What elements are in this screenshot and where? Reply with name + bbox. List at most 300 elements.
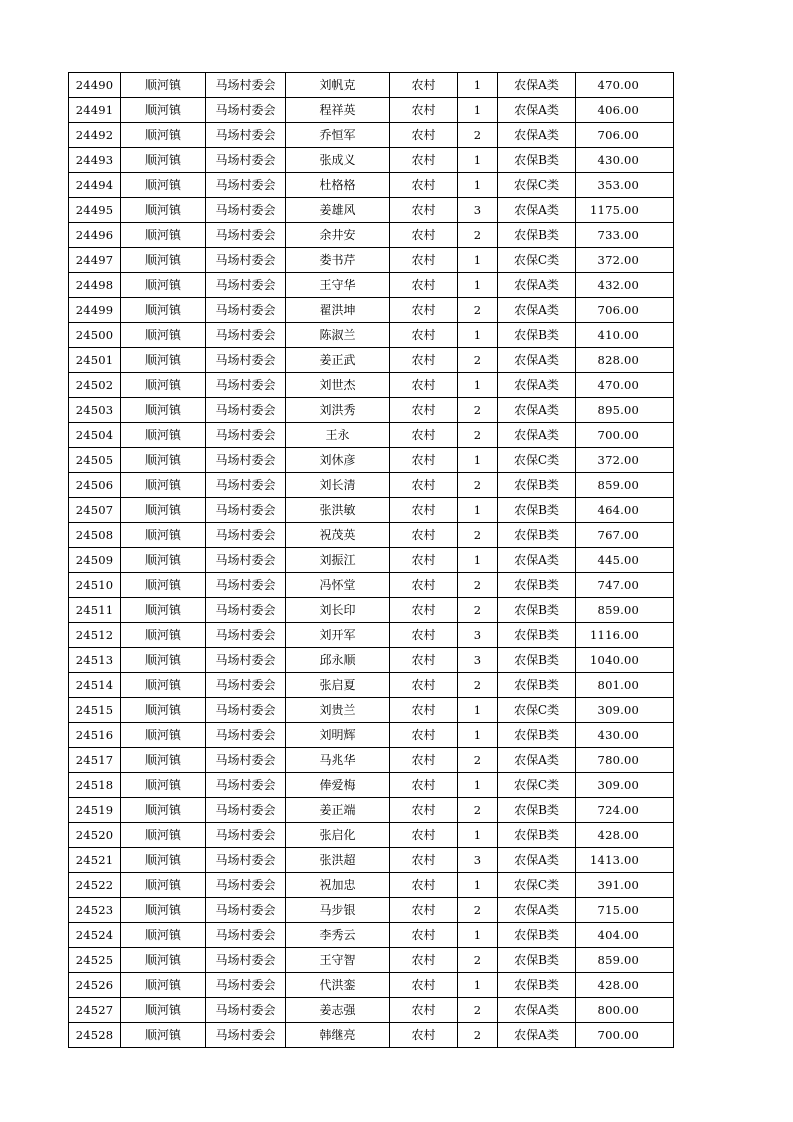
people-count-cell: 1: [458, 823, 498, 848]
amount-cell: 801.00: [576, 673, 674, 698]
serial-cell: 24506: [69, 473, 121, 498]
insurance-class-cell: 农保A类: [498, 998, 576, 1023]
serial-cell: 24528: [69, 1023, 121, 1048]
table-row: [69, 823, 674, 848]
area-type-cell: 农村: [390, 748, 458, 773]
people-count-cell: 2: [458, 348, 498, 373]
people-count-cell: 2: [458, 673, 498, 698]
name-cell: 王守智: [286, 948, 390, 973]
people-count-cell: 3: [458, 198, 498, 223]
town-cell: 顺河镇: [121, 123, 206, 148]
people-count-cell: 1: [458, 248, 498, 273]
table-row: [69, 473, 674, 498]
amount-cell: 309.00: [576, 698, 674, 723]
table-row: [69, 373, 674, 398]
people-count-cell: 2: [458, 523, 498, 548]
insurance-class-cell: 农保B类: [498, 573, 576, 598]
people-count-cell: 3: [458, 623, 498, 648]
area-type-cell: 农村: [390, 123, 458, 148]
table-row: [69, 173, 674, 198]
table-row: [69, 923, 674, 948]
village-cell: 马场村委会: [206, 123, 286, 148]
people-count-cell: 1: [458, 773, 498, 798]
table-row: [69, 648, 674, 673]
insurance-class-cell: 农保C类: [498, 773, 576, 798]
serial-cell: 24503: [69, 398, 121, 423]
area-type-cell: 农村: [390, 998, 458, 1023]
name-cell: 张启夏: [286, 673, 390, 698]
amount-cell: 780.00: [576, 748, 674, 773]
insurance-class-cell: 农保A类: [498, 273, 576, 298]
town-cell: 顺河镇: [121, 373, 206, 398]
village-cell: 马场村委会: [206, 323, 286, 348]
name-cell: 姜志强: [286, 998, 390, 1023]
insurance-class-cell: 农保B类: [498, 498, 576, 523]
insurance-class-cell: 农保B类: [498, 973, 576, 998]
area-type-cell: 农村: [390, 523, 458, 548]
town-cell: 顺河镇: [121, 248, 206, 273]
amount-cell: 372.00: [576, 448, 674, 473]
people-count-cell: 2: [458, 1023, 498, 1048]
amount-cell: 432.00: [576, 273, 674, 298]
serial-cell: 24518: [69, 773, 121, 798]
serial-cell: 24517: [69, 748, 121, 773]
area-type-cell: 农村: [390, 298, 458, 323]
village-cell: 马场村委会: [206, 473, 286, 498]
town-cell: 顺河镇: [121, 948, 206, 973]
village-cell: 马场村委会: [206, 148, 286, 173]
name-cell: 王永: [286, 423, 390, 448]
amount-cell: 428.00: [576, 973, 674, 998]
serial-cell: 24513: [69, 648, 121, 673]
table-row: [69, 848, 674, 873]
people-count-cell: 1: [458, 323, 498, 348]
people-count-cell: 2: [458, 798, 498, 823]
table-row: [69, 198, 674, 223]
name-cell: 张启化: [286, 823, 390, 848]
people-count-cell: 2: [458, 398, 498, 423]
table-row: [69, 548, 674, 573]
insurance-class-cell: 农保A类: [498, 123, 576, 148]
serial-cell: 24526: [69, 973, 121, 998]
amount-cell: 470.00: [576, 373, 674, 398]
name-cell: 俸爱梅: [286, 773, 390, 798]
serial-cell: 24497: [69, 248, 121, 273]
people-count-cell: 3: [458, 648, 498, 673]
town-cell: 顺河镇: [121, 73, 206, 98]
area-type-cell: 农村: [390, 248, 458, 273]
insurance-class-cell: 农保A类: [498, 348, 576, 373]
serial-cell: 24490: [69, 73, 121, 98]
serial-cell: 24499: [69, 298, 121, 323]
serial-cell: 24512: [69, 623, 121, 648]
area-type-cell: 农村: [390, 198, 458, 223]
insurance-class-cell: 农保B类: [498, 148, 576, 173]
serial-cell: 24525: [69, 948, 121, 973]
people-count-cell: 2: [458, 423, 498, 448]
area-type-cell: 农村: [390, 823, 458, 848]
table-row: [69, 323, 674, 348]
insurance-class-cell: 农保A类: [498, 423, 576, 448]
amount-cell: 309.00: [576, 773, 674, 798]
table-row: [69, 148, 674, 173]
insurance-class-cell: 农保B类: [498, 623, 576, 648]
table-row: [69, 748, 674, 773]
amount-cell: 859.00: [576, 948, 674, 973]
area-type-cell: 农村: [390, 898, 458, 923]
area-type-cell: 农村: [390, 173, 458, 198]
area-type-cell: 农村: [390, 348, 458, 373]
amount-cell: 1175.00: [576, 198, 674, 223]
town-cell: 顺河镇: [121, 698, 206, 723]
serial-cell: 24527: [69, 998, 121, 1023]
area-type-cell: 农村: [390, 398, 458, 423]
name-cell: 刘振江: [286, 548, 390, 573]
name-cell: 马步银: [286, 898, 390, 923]
table-row: [69, 698, 674, 723]
insurance-class-cell: 农保B类: [498, 723, 576, 748]
town-cell: 顺河镇: [121, 323, 206, 348]
serial-cell: 24514: [69, 673, 121, 698]
insurance-class-cell: 农保B类: [498, 323, 576, 348]
name-cell: 姜正武: [286, 348, 390, 373]
people-count-cell: 1: [458, 923, 498, 948]
name-cell: 刘洪秀: [286, 398, 390, 423]
serial-cell: 24501: [69, 348, 121, 373]
area-type-cell: 农村: [390, 423, 458, 448]
table-row: [69, 973, 674, 998]
insurance-class-cell: 农保B类: [498, 798, 576, 823]
town-cell: 顺河镇: [121, 198, 206, 223]
people-count-cell: 1: [458, 173, 498, 198]
town-cell: 顺河镇: [121, 548, 206, 573]
people-count-cell: 2: [458, 948, 498, 973]
people-count-cell: 2: [458, 898, 498, 923]
village-cell: 马场村委会: [206, 573, 286, 598]
insurance-class-cell: 农保B类: [498, 598, 576, 623]
people-count-cell: 2: [458, 473, 498, 498]
village-cell: 马场村委会: [206, 423, 286, 448]
people-count-cell: 1: [458, 548, 498, 573]
name-cell: 王守华: [286, 273, 390, 298]
table-row: [69, 873, 674, 898]
village-cell: 马场村委会: [206, 223, 286, 248]
area-type-cell: 农村: [390, 623, 458, 648]
name-cell: 娄书芹: [286, 248, 390, 273]
people-count-cell: 1: [458, 873, 498, 898]
name-cell: 余井安: [286, 223, 390, 248]
insurance-class-cell: 农保A类: [498, 73, 576, 98]
village-cell: 马场村委会: [206, 823, 286, 848]
town-cell: 顺河镇: [121, 423, 206, 448]
people-count-cell: 1: [458, 373, 498, 398]
town-cell: 顺河镇: [121, 348, 206, 373]
table-row: [69, 1023, 674, 1048]
town-cell: 顺河镇: [121, 773, 206, 798]
town-cell: 顺河镇: [121, 873, 206, 898]
town-cell: 顺河镇: [121, 723, 206, 748]
name-cell: 马兆华: [286, 748, 390, 773]
serial-cell: 24495: [69, 198, 121, 223]
town-cell: 顺河镇: [121, 1023, 206, 1048]
table-row: [69, 898, 674, 923]
area-type-cell: 农村: [390, 323, 458, 348]
village-cell: 马场村委会: [206, 748, 286, 773]
insurance-class-cell: 农保B类: [498, 223, 576, 248]
people-count-cell: 1: [458, 273, 498, 298]
area-type-cell: 农村: [390, 873, 458, 898]
table-row: [69, 73, 674, 98]
people-count-cell: 2: [458, 123, 498, 148]
table-row: [69, 573, 674, 598]
town-cell: 顺河镇: [121, 823, 206, 848]
village-cell: 马场村委会: [206, 773, 286, 798]
area-type-cell: 农村: [390, 473, 458, 498]
amount-cell: 706.00: [576, 298, 674, 323]
town-cell: 顺河镇: [121, 673, 206, 698]
village-cell: 马场村委会: [206, 998, 286, 1023]
people-count-cell: 2: [458, 748, 498, 773]
insurance-class-cell: 农保A类: [498, 848, 576, 873]
serial-cell: 24498: [69, 273, 121, 298]
village-cell: 马场村委会: [206, 273, 286, 298]
town-cell: 顺河镇: [121, 923, 206, 948]
name-cell: 姜雄风: [286, 198, 390, 223]
village-cell: 马场村委会: [206, 373, 286, 398]
amount-cell: 767.00: [576, 523, 674, 548]
insurance-class-cell: 农保B类: [498, 473, 576, 498]
table-row: [69, 423, 674, 448]
table-row: [69, 998, 674, 1023]
insurance-class-cell: 农保B类: [498, 648, 576, 673]
table-row: [69, 98, 674, 123]
serial-cell: 24516: [69, 723, 121, 748]
amount-cell: 733.00: [576, 223, 674, 248]
people-count-cell: 1: [458, 73, 498, 98]
area-type-cell: 农村: [390, 923, 458, 948]
name-cell: 祝茂英: [286, 523, 390, 548]
amount-cell: 410.00: [576, 323, 674, 348]
area-type-cell: 农村: [390, 798, 458, 823]
area-type-cell: 农村: [390, 73, 458, 98]
insurance-class-cell: 农保B类: [498, 523, 576, 548]
table-row: [69, 623, 674, 648]
amount-cell: 724.00: [576, 798, 674, 823]
village-cell: 马场村委会: [206, 298, 286, 323]
village-cell: 马场村委会: [206, 873, 286, 898]
serial-cell: 24520: [69, 823, 121, 848]
table-row: [69, 498, 674, 523]
village-cell: 马场村委会: [206, 798, 286, 823]
table-row: [69, 223, 674, 248]
amount-cell: 800.00: [576, 998, 674, 1023]
name-cell: 刘明辉: [286, 723, 390, 748]
insurance-class-cell: 农保C类: [498, 448, 576, 473]
name-cell: 刘开军: [286, 623, 390, 648]
serial-cell: 24511: [69, 598, 121, 623]
amount-cell: 445.00: [576, 548, 674, 573]
serial-cell: 24523: [69, 898, 121, 923]
serial-cell: 24509: [69, 548, 121, 573]
village-cell: 马场村委会: [206, 648, 286, 673]
serial-cell: 24496: [69, 223, 121, 248]
table-row: [69, 723, 674, 748]
people-count-cell: 1: [458, 698, 498, 723]
town-cell: 顺河镇: [121, 998, 206, 1023]
people-count-cell: 1: [458, 98, 498, 123]
village-cell: 马场村委会: [206, 673, 286, 698]
area-type-cell: 农村: [390, 973, 458, 998]
table-row: [69, 948, 674, 973]
insurance-class-cell: 农保B类: [498, 923, 576, 948]
village-cell: 马场村委会: [206, 948, 286, 973]
table-row: [69, 598, 674, 623]
area-type-cell: 农村: [390, 573, 458, 598]
village-cell: 马场村委会: [206, 73, 286, 98]
amount-cell: 895.00: [576, 398, 674, 423]
insurance-class-cell: 农保A类: [498, 548, 576, 573]
table-row: [69, 523, 674, 548]
name-cell: 张成义: [286, 148, 390, 173]
amount-cell: 470.00: [576, 73, 674, 98]
area-type-cell: 农村: [390, 773, 458, 798]
serial-cell: 24502: [69, 373, 121, 398]
area-type-cell: 农村: [390, 1023, 458, 1048]
village-cell: 马场村委会: [206, 198, 286, 223]
area-type-cell: 农村: [390, 98, 458, 123]
name-cell: 刘贵兰: [286, 698, 390, 723]
people-count-cell: 2: [458, 998, 498, 1023]
amount-cell: 430.00: [576, 723, 674, 748]
village-cell: 马场村委会: [206, 398, 286, 423]
name-cell: 刘长印: [286, 598, 390, 623]
village-cell: 马场村委会: [206, 173, 286, 198]
insurance-class-cell: 农保A类: [498, 198, 576, 223]
town-cell: 顺河镇: [121, 573, 206, 598]
town-cell: 顺河镇: [121, 748, 206, 773]
area-type-cell: 农村: [390, 548, 458, 573]
insurance-class-cell: 农保C类: [498, 173, 576, 198]
area-type-cell: 农村: [390, 373, 458, 398]
insurance-class-cell: 农保B类: [498, 823, 576, 848]
town-cell: 顺河镇: [121, 173, 206, 198]
name-cell: 李秀云: [286, 923, 390, 948]
beneficiary-table: [68, 72, 674, 1048]
area-type-cell: 农村: [390, 648, 458, 673]
village-cell: 马场村委会: [206, 598, 286, 623]
people-count-cell: 2: [458, 223, 498, 248]
town-cell: 顺河镇: [121, 598, 206, 623]
area-type-cell: 农村: [390, 723, 458, 748]
serial-cell: 24515: [69, 698, 121, 723]
town-cell: 顺河镇: [121, 798, 206, 823]
serial-cell: 24505: [69, 448, 121, 473]
village-cell: 马场村委会: [206, 723, 286, 748]
serial-cell: 24519: [69, 798, 121, 823]
town-cell: 顺河镇: [121, 448, 206, 473]
amount-cell: 406.00: [576, 98, 674, 123]
town-cell: 顺河镇: [121, 398, 206, 423]
amount-cell: 430.00: [576, 148, 674, 173]
name-cell: 杜格格: [286, 173, 390, 198]
serial-cell: 24522: [69, 873, 121, 898]
amount-cell: 700.00: [576, 1023, 674, 1048]
name-cell: 代洪銮: [286, 973, 390, 998]
name-cell: 刘世杰: [286, 373, 390, 398]
table-row: [69, 248, 674, 273]
town-cell: 顺河镇: [121, 848, 206, 873]
amount-cell: 828.00: [576, 348, 674, 373]
serial-cell: 24508: [69, 523, 121, 548]
village-cell: 马场村委会: [206, 448, 286, 473]
table-row: [69, 398, 674, 423]
area-type-cell: 农村: [390, 148, 458, 173]
name-cell: 张洪超: [286, 848, 390, 873]
table-row: [69, 123, 674, 148]
table-row: [69, 773, 674, 798]
area-type-cell: 农村: [390, 598, 458, 623]
serial-cell: 24524: [69, 923, 121, 948]
name-cell: 刘长清: [286, 473, 390, 498]
amount-cell: 747.00: [576, 573, 674, 598]
town-cell: 顺河镇: [121, 473, 206, 498]
town-cell: 顺河镇: [121, 498, 206, 523]
name-cell: 陈淑兰: [286, 323, 390, 348]
name-cell: 程祥英: [286, 98, 390, 123]
village-cell: 马场村委会: [206, 98, 286, 123]
people-count-cell: 2: [458, 598, 498, 623]
town-cell: 顺河镇: [121, 298, 206, 323]
area-type-cell: 农村: [390, 448, 458, 473]
insurance-class-cell: 农保C类: [498, 698, 576, 723]
table-body: [69, 73, 674, 1048]
town-cell: 顺河镇: [121, 973, 206, 998]
area-type-cell: 农村: [390, 673, 458, 698]
village-cell: 马场村委会: [206, 548, 286, 573]
town-cell: 顺河镇: [121, 523, 206, 548]
area-type-cell: 农村: [390, 498, 458, 523]
people-count-cell: 2: [458, 573, 498, 598]
serial-cell: 24507: [69, 498, 121, 523]
amount-cell: 1413.00: [576, 848, 674, 873]
name-cell: 祝加忠: [286, 873, 390, 898]
town-cell: 顺河镇: [121, 898, 206, 923]
name-cell: 刘休彦: [286, 448, 390, 473]
area-type-cell: 农村: [390, 948, 458, 973]
village-cell: 马场村委会: [206, 848, 286, 873]
village-cell: 马场村委会: [206, 973, 286, 998]
name-cell: 韩继亮: [286, 1023, 390, 1048]
people-count-cell: 3: [458, 848, 498, 873]
insurance-class-cell: 农保C类: [498, 873, 576, 898]
people-count-cell: 1: [458, 448, 498, 473]
people-count-cell: 1: [458, 498, 498, 523]
insurance-class-cell: 农保A类: [498, 373, 576, 398]
amount-cell: 353.00: [576, 173, 674, 198]
people-count-cell: 1: [458, 148, 498, 173]
amount-cell: 404.00: [576, 923, 674, 948]
serial-cell: 24492: [69, 123, 121, 148]
insurance-class-cell: 农保B类: [498, 673, 576, 698]
area-type-cell: 农村: [390, 848, 458, 873]
insurance-class-cell: 农保A类: [498, 1023, 576, 1048]
serial-cell: 24494: [69, 173, 121, 198]
name-cell: 冯怀堂: [286, 573, 390, 598]
town-cell: 顺河镇: [121, 273, 206, 298]
insurance-class-cell: 农保C类: [498, 248, 576, 273]
people-count-cell: 1: [458, 973, 498, 998]
amount-cell: 428.00: [576, 823, 674, 848]
